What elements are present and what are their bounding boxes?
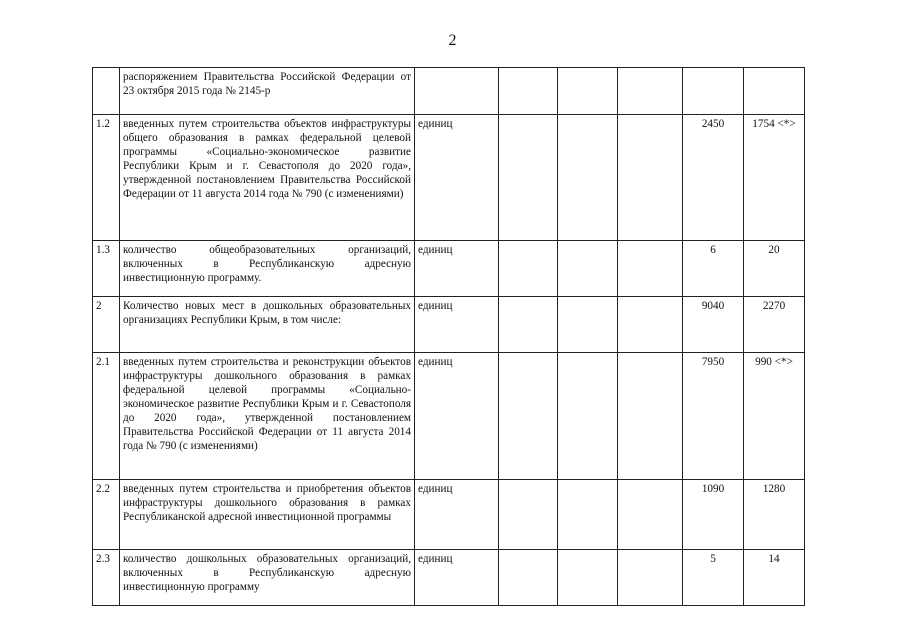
row-value-1 [499, 353, 558, 480]
row-value-3 [618, 297, 683, 353]
row-number: 2 [93, 297, 120, 353]
table-row [93, 550, 805, 606]
row-value-3 [618, 480, 683, 550]
table-row [93, 115, 805, 241]
row-value-2 [558, 480, 618, 550]
row-number: 1.2 [93, 115, 120, 241]
row-value-5 [744, 68, 805, 115]
row-value-5: 5 [683, 550, 744, 606]
row-value-2 [558, 550, 618, 606]
table-body [93, 68, 805, 606]
row-unit: единиц [415, 115, 499, 241]
table-row [93, 297, 805, 353]
row-description: введенных путем строительства и приобретения объектов инфраструктуры дошкольного образования в рамках Республиканской адресной инвестиционной программы [120, 480, 415, 550]
row-value-6: 14 [744, 550, 805, 606]
row-value-3 [618, 115, 683, 241]
row-value-2 [558, 353, 618, 480]
row-unit [415, 68, 499, 115]
row-value-2 [558, 68, 618, 115]
row-value-1 [499, 68, 558, 115]
row-description: введенных путем строительства объектов инфраструктуры общего образования в рамках федеральной целевой программы «Социально-экономическое развитие Республики Крым и г. Севастополя до 2020 года», утвержденной постановлением Правительства Российской Федерации от 11 августа 2014 года № 790 (с изменениями) [120, 115, 415, 241]
row-value-5: 1090 [683, 480, 744, 550]
row-value-2 [558, 115, 618, 241]
row-number: 2.3 [93, 550, 120, 606]
row-value-1 [499, 297, 558, 353]
row-value-1 [499, 550, 558, 606]
row-value-2 [558, 297, 618, 353]
table-row [93, 353, 805, 480]
row-number [93, 68, 120, 115]
row-unit: единиц [415, 550, 499, 606]
row-value-5: 2450 [683, 115, 744, 241]
row-value-3 [618, 241, 683, 297]
row-description: количество общеобразовательных организаций, включенных в Республиканскую адресную инвестиционную программу. [120, 241, 415, 297]
indicators-table [92, 67, 805, 606]
table-row [93, 480, 805, 550]
row-value-2 [558, 241, 618, 297]
row-value-1 [499, 115, 558, 241]
table-row [93, 68, 805, 115]
row-unit: единиц [415, 480, 499, 550]
row-value-3 [618, 68, 683, 115]
page-number: 2 [448, 32, 457, 49]
row-unit: единиц [415, 241, 499, 297]
row-value-1 [499, 480, 558, 550]
row-description: введенных путем строительства и реконструкции объектов инфраструктуры дошкольного образования в рамках федеральной целевой программы «Социально-экономическое развитие Республики Крым и г. Севастополя до 2020 года», утвержденной постановлением Правительства Российской Федерации от 11 августа 2014 года № 790 (с изменениями) [120, 353, 415, 480]
row-description: количество дошкольных образовательных организаций, включенных в Республиканскую адресную инвестиционную программу [120, 550, 415, 606]
row-value-5: 6 [683, 241, 744, 297]
row-value-1 [499, 241, 558, 297]
row-description: Количество новых мест в дошкольных образовательных организациях Республики Крым, в том числе: [120, 297, 415, 353]
row-value-3 [618, 550, 683, 606]
row-number: 2.1 [93, 353, 120, 480]
row-value-3 [618, 353, 683, 480]
row-value-6: 1754 <*> [744, 115, 805, 241]
row-value-6: 2270 [744, 297, 805, 353]
table-row [93, 241, 805, 297]
row-unit: единиц [415, 297, 499, 353]
row-value-4 [683, 68, 744, 115]
row-value-6: 1280 [744, 480, 805, 550]
row-value-5: 9040 [683, 297, 744, 353]
row-description: распоряжением Правительства Российской Федерации от 23 октября 2015 года № 2145-р [120, 68, 415, 115]
row-value-6: 990 <*> [744, 353, 805, 480]
row-value-5: 7950 [683, 353, 744, 480]
row-value-6: 20 [744, 241, 805, 297]
row-unit: единиц [415, 353, 499, 480]
row-number: 2.2 [93, 480, 120, 550]
row-number: 1.3 [93, 241, 120, 297]
